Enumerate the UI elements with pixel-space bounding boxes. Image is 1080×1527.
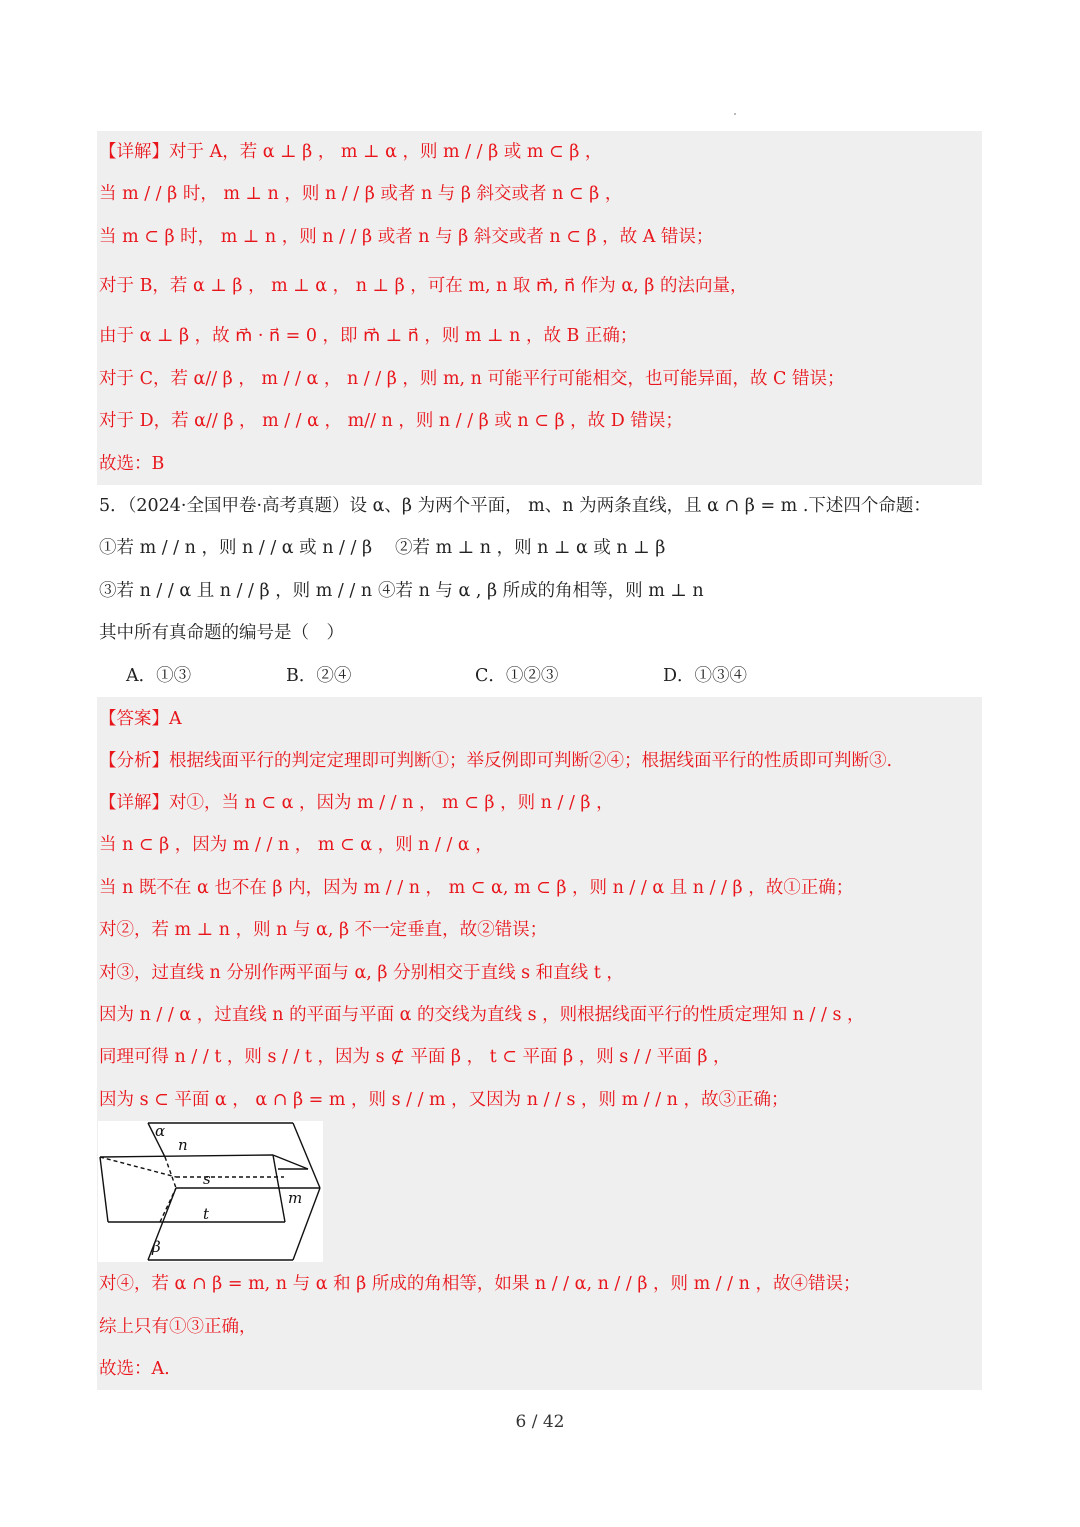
- detail-line: 【详解】对①，当 n ⊂ α ，因为 m / / n ， m ⊂ β ，则 n / / β ，: [99, 793, 614, 813]
- question-stem: 5．（2024·全国甲卷·高考真题）设 α、β 为两个平面， m、n 为两条直线，且 α ∩ β = m .下述四个命题：: [99, 496, 931, 516]
- page-number: 6 / 42: [515, 1412, 565, 1432]
- detail-line: 因为 s ⊂ 平面 α ， α ∩ β = m ，则 s / / m ，又因为 n / / s ，则 m / / n ，故③正确；: [99, 1090, 789, 1110]
- detail-line: 当 m / / β 时， m ⊥ n ，则 n / / β 或者 n 与 β 斜交或者 n ⊂ β ，: [99, 184, 623, 204]
- analysis-line: 【分析】根据线面平行的判定定理即可判断①；举反例即可判断②④；根据线面平行的性质即可判断③.: [99, 751, 893, 771]
- option-d: D．①③④: [663, 666, 748, 686]
- option-a: A．①③: [126, 666, 192, 686]
- detail-line: 当 n 既不在 α 也不在 β 内，因为 m / / n ， m ⊂ α, m ⊂ β ，则 n / / α 且 n / / β ，故①正确；: [99, 878, 854, 898]
- option-b: B．②④: [286, 666, 352, 686]
- detail-tag: 【详解】: [99, 142, 169, 162]
- label-s: s: [203, 1170, 211, 1188]
- label-n: n: [178, 1136, 188, 1154]
- label-m: m: [288, 1189, 303, 1207]
- proposition-4: ④若 n 与 α , β 所成的角相等，则 m ⊥ n: [378, 581, 704, 601]
- detail-line: 当 m ⊂ β 时， m ⊥ n ，则 n / / β 或者 n 与 β 斜交或者 n ⊂ β ，故 A 错误；: [99, 227, 714, 247]
- summary-line: 综上只有①③正确，: [99, 1317, 257, 1337]
- proposition-2: ②若 m ⊥ n ，则 n ⊥ α 或 n ⊥ β: [395, 538, 666, 558]
- detail-line: 当 n ⊂ β ，因为 m / / n ， m ⊂ α ，则 n / / α ，: [99, 835, 493, 855]
- label-beta: β: [152, 1238, 161, 1256]
- scan-dot: [734, 113, 736, 115]
- proposition-3: ③若 n / / α 且 n / / β ，则 m / / n: [99, 581, 373, 601]
- option-c: C．①②③: [475, 666, 559, 686]
- detail-line: 对于 B，若 α ⊥ β ， m ⊥ α ， n ⊥ β ，可在 m, n 取 m⃗, n⃗ 作为 α, β 的法向量，: [99, 276, 748, 296]
- detail-line: 对②，若 m ⊥ n ，则 n 与 α, β 不一定垂直，故②错误；: [99, 920, 548, 940]
- detail-line: 对③，过直线 n 分别作两平面与 α, β 分别相交于直线 s 和直线 t ，: [99, 963, 624, 983]
- final-choice: 故选：B: [99, 454, 165, 474]
- detail-line: 同理可得 n / / t ，则 s / / t ，因为 s ⊄ 平面 β ， t ⊂ 平面 β ，则 s / / 平面 β ，: [99, 1047, 731, 1067]
- detail-line: 【详解】对于 A，若 α ⊥ β ， m ⊥ α ，则 m / / β 或 m ⊂ β ，: [99, 142, 603, 162]
- question-ask: 其中所有真命题的编号是（ ）: [99, 623, 344, 643]
- planes-figure: [98, 1121, 323, 1262]
- detail-line: 对于 C，若 α// β ， m / / α ， n / / β ，则 m, n 可能平行可能相交，也可能异面，故 C 错误；: [99, 369, 845, 389]
- planes-diagram: [98, 1121, 323, 1262]
- detail-line: 对于 D，若 α// β ， m / / α ， m// n ，则 n / / β 或 n ⊂ β ，故 D 错误；: [99, 411, 683, 431]
- label-t: t: [203, 1205, 210, 1223]
- detail-line: 因为 n / / α ，过直线 n 的平面与平面 α 的交线为直线 s ，则根据线面平行的性质定理知 n / / s ，: [99, 1005, 865, 1025]
- final-choice: 故选：A.: [99, 1359, 170, 1379]
- detail-line: 由于 α ⊥ β ，故 m⃗ · n⃗ = 0 ，即 m⃗ ⊥ n⃗ ，则 m ⊥ n ，故 B 正确；: [99, 326, 638, 346]
- label-alpha: α: [155, 1122, 166, 1140]
- proposition-1: ①若 m / / n ，则 n / / α 或 n / / β: [99, 538, 373, 558]
- detail-line: 对④，若 α ∩ β = m, n 与 α 和 β 所成的角相等，如果 n / / α, n / / β ，则 m / / n ，故④错误；: [99, 1274, 861, 1294]
- answer-line: 【答案】A: [99, 709, 182, 729]
